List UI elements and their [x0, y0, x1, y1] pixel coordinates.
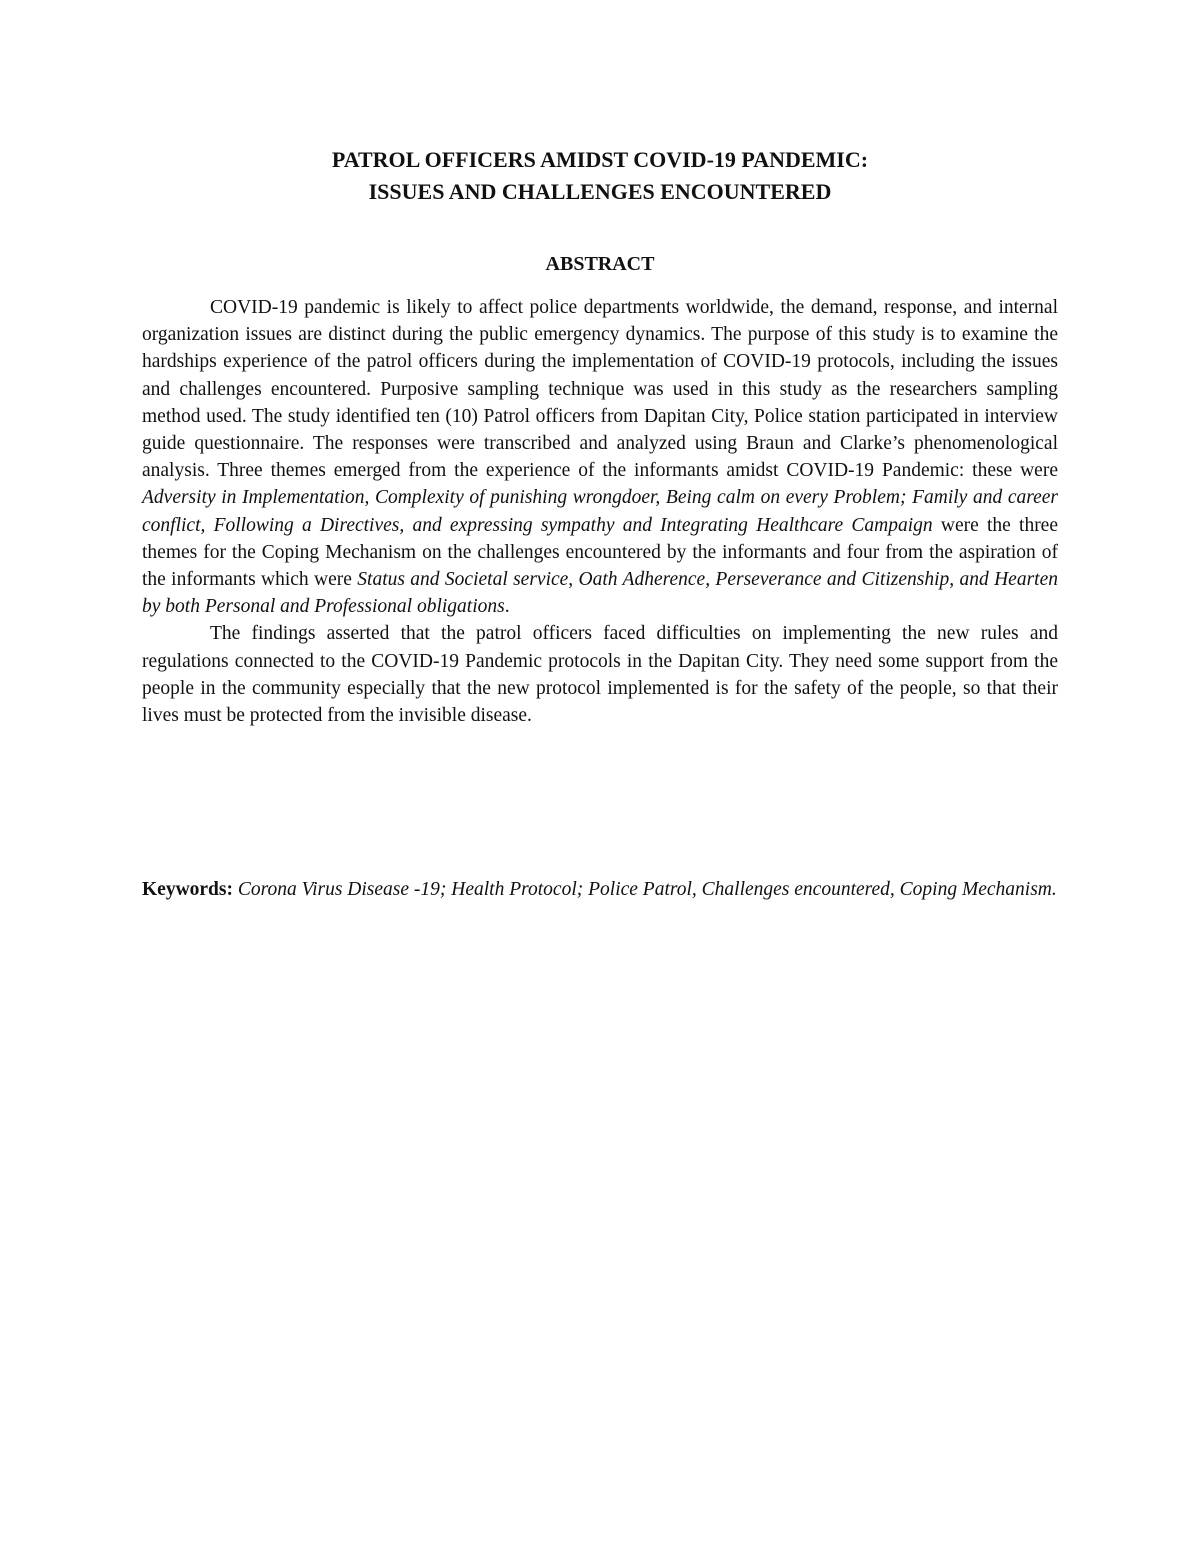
abstract-p1-themes-aspiration: Status and Societal service, Oath Adherence, Perseverance and Citizenship, and Hearten by both Personal and Professional obligations: [142, 569, 1058, 618]
abstract-body: [142, 294, 1058, 729]
abstract-p1-text-1: COVID-19 pandemic is likely to affect police departments worldwide, the demand, response, and internal organization issues are distinct during the public emergency dynamics. The purpose of this study is to examine the hardships experience of the patrol officers during the implementation of COVID-19 protocols, including the issues and challenges encountered. Purposive sampling technique was used in this study as the researchers sampling method used. The study identified ten (10) Patrol officers from Dapitan City, Police station participated in interview guide questionnaire. The responses were transcribed and analyzed using Braun and Clarke’s phenomenological analysis. Three themes emerged from the experience of the informants amidst COVID-19 Pandemic: these were: [142, 297, 1058, 482]
keywords: [142, 862, 1058, 917]
keywords-text: Corona Virus Disease -19; Health Protocol; Police Patrol, Challenges encountered, Coping Mechanism.: [237, 879, 1057, 900]
abstract-p1-themes-coping: Adversity in Implementation, Complexity of punishing wrongdoer, Being calm on every Problem; Family and career conflict, Following a Directives, and expressing sympathy and Integrating Healthcare Campaign: [142, 487, 1058, 536]
paper-title: [142, 144, 1058, 208]
abstract-heading: ABSTRACT: [545, 253, 655, 275]
abstract-p1-text-2: were the three themes for the Coping Mechanism on the challenges encountered by the informants and four from the aspiration of the informants which were: [142, 514, 1058, 591]
abstract-paragraph-2: The findings asserted that the patrol officers faced difficulties on implementing the new rules and regulations connected to the COVID-19 Pandemic protocols in the Dapitan City. They need some support from the people in the community especially that the new protocol implemented is for the safety of the people, so that their lives must be protected from the invisible disease.: [142, 623, 1058, 727]
abstract-p1-text-3: .: [504, 596, 510, 618]
abstract-paragraph-1: [142, 294, 1058, 620]
keywords-label: Keywords:: [142, 879, 233, 900]
paper-title-line-1: PATROL OFFICERS AMIDST COVID-19 PANDEMIC:: [331, 147, 869, 172]
paper-title-line-2: ISSUES AND CHALLENGES ENCOUNTERED: [368, 179, 832, 204]
